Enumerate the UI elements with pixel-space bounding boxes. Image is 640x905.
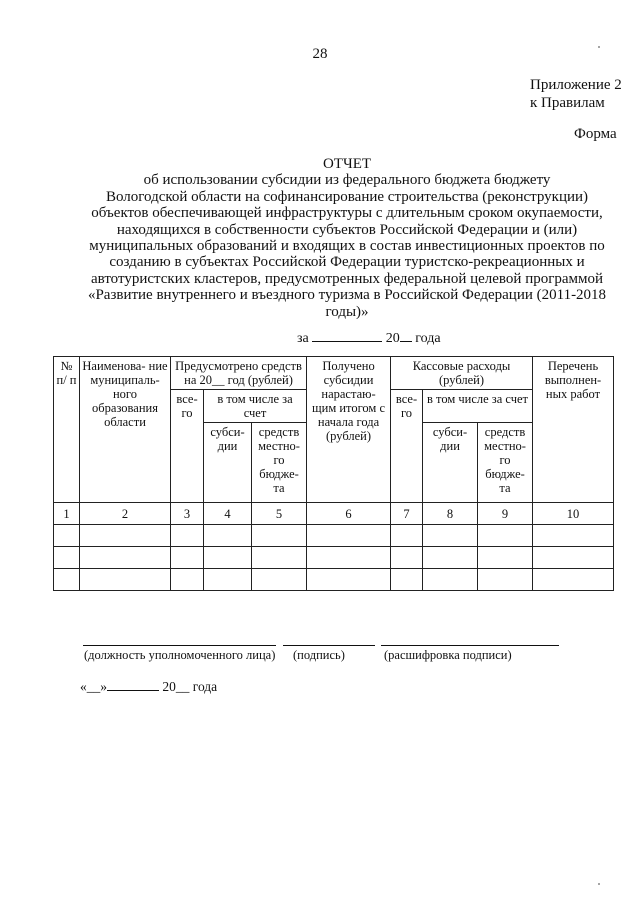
column-number: 9 [478,503,533,525]
page-number: 28 [312,46,328,62]
period-suffix: года [415,331,441,346]
table-row [54,525,614,547]
table-header-row [54,357,614,390]
title-line: Вологодской области на софинансирование строительства (реконструкции) [105,188,589,205]
date-quote-open: « [80,679,87,694]
date-day: __ [86,679,101,694]
column-number: 6 [307,503,391,525]
title-line: находящихся в собственности субъектов Российской Федерации и (или) [116,221,578,238]
date-quote-close: » [100,679,107,694]
signature-line [283,645,375,646]
header-col-cash-incl: в том числе за счет [423,390,533,423]
period-blank [312,329,382,342]
column-number: 2 [80,503,171,525]
column-number: 4 [204,503,252,525]
title-line: «Развитие внутреннего и въездного туризма в Российской Федерации (2011-2018 [87,287,607,304]
period-year-blank [400,329,412,342]
report-title [62,156,632,320]
header-col-local: средств местно- го бюдже- та [252,423,307,503]
period-prefix: за [297,331,309,346]
reporting-period [297,329,441,347]
column-number: 8 [423,503,478,525]
sign-label: (подпись) [293,648,345,662]
date-year-prefix: 20 [162,679,176,694]
scan-speck [598,883,600,885]
title-line: созданию в субъектах Российской Федерации туристско-рекреационных и [109,254,585,271]
decode-signature-line [381,645,559,646]
header-col-cash-local: средств местно- го бюдже- та [478,423,533,503]
header-col-subsidy: субси- дии [204,423,252,503]
column-number: 10 [533,503,614,525]
position-signature-line [83,645,276,646]
appendix-reference [530,76,622,112]
form-label: Форма [574,126,617,142]
title-line: годы)» [325,303,369,320]
report-heading: ОТЧЕТ [322,156,372,172]
header-col-received: Получено субсидии нарастаю- щим итогом с начала года (рублей) [307,357,391,503]
table-row [54,547,614,569]
date-suffix: года [192,679,218,694]
scan-speck [598,46,600,48]
title-line: объектов обеспечивающей инфраструктуры с длительным сроком окупаемости, [91,205,603,222]
decode-label: (расшифровка подписи) [384,648,512,662]
header-col-total: все- го [171,390,204,503]
header-col-cash: Кассовые расходы (рублей) [391,357,533,390]
date-year-blank: __ [175,679,190,694]
column-number: 3 [171,503,204,525]
header-col-works: Перечень выполнен- ных работ [533,357,614,503]
header-col-planned: Предусмотрено средств на 20__ год (рублей) [171,357,307,390]
period-year-prefix: 20 [385,331,400,346]
appendix-line-2: к Правилам [530,95,605,111]
date-line [80,678,217,695]
date-month-blank [107,678,159,691]
position-label: (должность уполномоченного лица) [84,648,276,662]
column-number: 1 [54,503,80,525]
table-row [54,569,614,591]
column-numbers-row [54,503,614,525]
title-line: об использовании субсидии из федерального бюджета бюджету [143,172,551,189]
report-table [53,356,614,591]
column-number: 5 [252,503,307,525]
column-number: 7 [391,503,423,525]
header-col-no: № п/ п [54,357,80,503]
appendix-line-1: Приложение 2 [530,77,622,93]
title-line: муниципальных образований и входящих в состав инвестиционных проектов по [89,238,605,255]
header-col-name: Наименова- ние муниципаль- ного образования области [80,357,171,503]
header-col-incl: в том числе за счет [204,390,307,423]
header-col-cash-subsidy: субси- дии [423,423,478,503]
title-line: автотуристских кластеров, предусмотренных федеральной целевой программой [90,270,604,287]
header-col-cash-total: все- го [391,390,423,503]
